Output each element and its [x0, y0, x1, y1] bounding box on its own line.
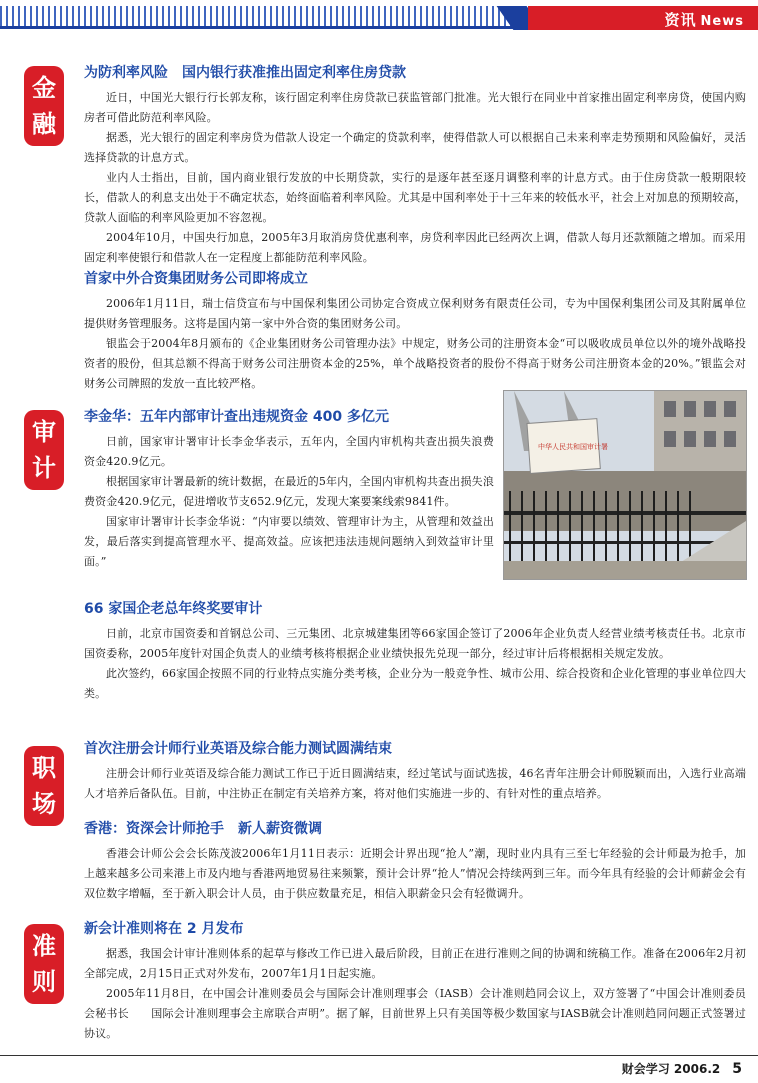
article-title: 66 家国企老总年终奖要审计 [84, 601, 263, 617]
side-tab-standards [24, 924, 64, 1004]
header-stripes [0, 6, 520, 28]
article-title: 首家中外合资集团财务公司即将成立 [84, 271, 308, 287]
side-tab-char: 金 [32, 74, 56, 102]
section-label-en: News [700, 14, 744, 29]
section-banner [528, 6, 758, 30]
article-fixed-rate-mortgage [84, 62, 746, 268]
article-new-standards [84, 918, 746, 1044]
side-tab-char: 职 [32, 754, 56, 782]
photo-sign-text: 中华人民共和国审计署 [538, 443, 608, 451]
article-title: 李金华：五年内部审计查出违规资金 400 多亿元 [84, 409, 389, 425]
article-paragraph: 2006年1月11日，瑞士信贷宣布与中国保利集团公司协定合资成立保利财务有限责任公司，专为中国保利集团公司及其附属单位提供财务管理服务。这将是国内第一家中外合资的集团财务公司。 [84, 297, 746, 330]
article-paragraph: 银监会于2004年8月颁布的《企业集团财务公司管理办法》中规定，财务公司的注册资本金“可以吸收成员单位以外的境外战略投资者的股份，但其总额不得高于财务公司注册资本金的25%，单个战略投资者的股份不得高于财务公司注册资本金的20%。”银监会对财务公司牌照的发放一直比较严格。 [84, 337, 746, 390]
article-paragraph: 2005年11月8日，在中国会计准则委员会与国际会计准则理事会（IASB）会计准则趋同会议上，双方签署了“中国会计准则委员会秘书长 国际会计准则理事会主席联合声明”。据了解，目前世界上只有美国等极少数国家与IASB就会计准则趋同问题正式签署过协议。 [84, 987, 746, 1040]
article-soe-bonus-audit [84, 598, 746, 704]
article-paragraph: 国家审计署审计长李金华说：“内审要以绩效、管理审计为主，从管理和效益出发，最后落实到提高管理水平、提高效益。应该把违法违规问题纳入到效益审计里面。” [84, 515, 494, 568]
page-footer [622, 1060, 742, 1077]
article-finance-company [84, 268, 746, 394]
article-paragraph: 日前，北京市国资委和首钢总公司、三元集团、北京城建集团等66家国企签订了2006年企业负责人经营业绩考核责任书。北京市国资委称，2005年度针对国企负责人的业绩考核将根据企业业绩快报先兑现一部分，经过审计后将根据相关规定发放。 [84, 627, 746, 660]
side-tab-char: 计 [32, 454, 56, 482]
section-label-cn: 资讯 [664, 11, 697, 29]
article-paragraph: 近日，中国光大银行行长郭友称，该行固定利率住房贷款已获监管部门批准。光大银行在同业中首家推出固定利率房贷，使国内购房者可借此防范利率风险。 [84, 91, 746, 124]
footer-rule [0, 1055, 758, 1056]
page-header [0, 0, 758, 30]
article-title: 新会计准则将在 2 月发布 [84, 921, 244, 937]
article-paragraph: 注册会计师行业英语及综合能力测试工作已于近日圆满结束，经过笔试与面试选拔，46名青年注册会计师脱颖而出，入选行业高端人才培养后备队伍。目前，中注协正在制定有关培养方案，将对他们实施进一步的、有针对性的重点培养。 [84, 767, 746, 800]
article-paragraph: 业内人士指出，目前，国内商业银行发放的中长期贷款，实行的是逐年甚至逐月调整利率的计息方式。由于住房贷款一般期限较长，借款人的利息支出处于不确定状态，始终面临着利率风险。尤其是中国利率处于十三年来的较低水平，社会上对加息的预期较高，贷款人面临的利率风险更加不容忽视。 [84, 171, 746, 224]
audit-office-photo [503, 390, 747, 580]
article-hk-accountants [84, 818, 746, 904]
header-rule [0, 26, 560, 29]
side-tab-career [24, 746, 64, 826]
side-tab-finance [24, 66, 64, 146]
article-paragraph: 2004年10月，中国央行加息，2005年3月取消房贷优惠利率，房贷利率因此已经两次上调，借款人每月还款额随之增加。而采用固定利率使银行和借款人在一定程度上都能防范利率风险。 [84, 231, 746, 264]
side-tab-char: 审 [32, 418, 56, 446]
side-tab-char: 融 [32, 110, 56, 138]
journal-name: 财会学习 2006.2 [621, 1062, 721, 1076]
page-number: 5 [732, 1061, 742, 1077]
side-tab-char: 场 [32, 790, 56, 818]
article-paragraph: 香港会计师公会会长陈茂波2006年1月11日表示：近期会计界出现“抢人”潮，现时业内具有三至七年经验的会计师最为抢手，加上越来越多公司来港上市及内地与香港两地贸易往来频繁，预计会计界“抢人”情况会持续两到三年。而今年具有经验的会计师薪金会有双位数字增幅，至于新入职会计人员，由于供应数量充足，相信入职薪金只会有轻微调升。 [84, 847, 746, 900]
side-tab-audit [24, 410, 64, 490]
article-paragraph: 据悉，我国会计审计准则体系的起草与修改工作已进入最后阶段，目前正在进行准则之间的协调和统稿工作。准备在2006年2月初全部完成，2月15日正式对外发布，2007年1月1日起实施。 [84, 947, 746, 980]
article-paragraph: 根据国家审计署最新的统计数据，在最近的5年内，全国内审机构共查出损失浪费资金420.9亿元，促进增收节支652.9亿元，发现大案要案线索9841件。 [84, 475, 494, 508]
article-internal-audit [84, 406, 494, 572]
section-label [665, 9, 744, 30]
article-paragraph: 日前，国家审计署审计长李金华表示，五年内，全国内审机构共查出损失浪费资金420.9亿元。 [84, 435, 494, 468]
article-title: 首次注册会计师行业英语及综合能力测试圆满结束 [84, 741, 392, 757]
photo-illustration [504, 391, 746, 579]
article-title: 为防利率风险 国内银行获准推出固定利率住房贷款 [84, 65, 406, 81]
side-tab-char: 准 [32, 932, 56, 960]
side-tab-char: 则 [32, 968, 56, 996]
article-cpa-test [84, 738, 746, 804]
article-paragraph: 据悉，光大银行的固定利率房贷为借款人设定一个确定的贷款利率，使得借款人可以根据自己未来利率走势预期和风险偏好，灵活选择贷款的计息方式。 [84, 131, 746, 164]
article-title: 香港：资深会计师抢手 新人薪资微调 [84, 821, 322, 837]
article-paragraph: 此次签约，66家国企按照不同的行业特点实施分类考核，企业分为一般竞争性、城市公用、综合投资和企业化管理的事业单位四大类。 [84, 667, 746, 700]
